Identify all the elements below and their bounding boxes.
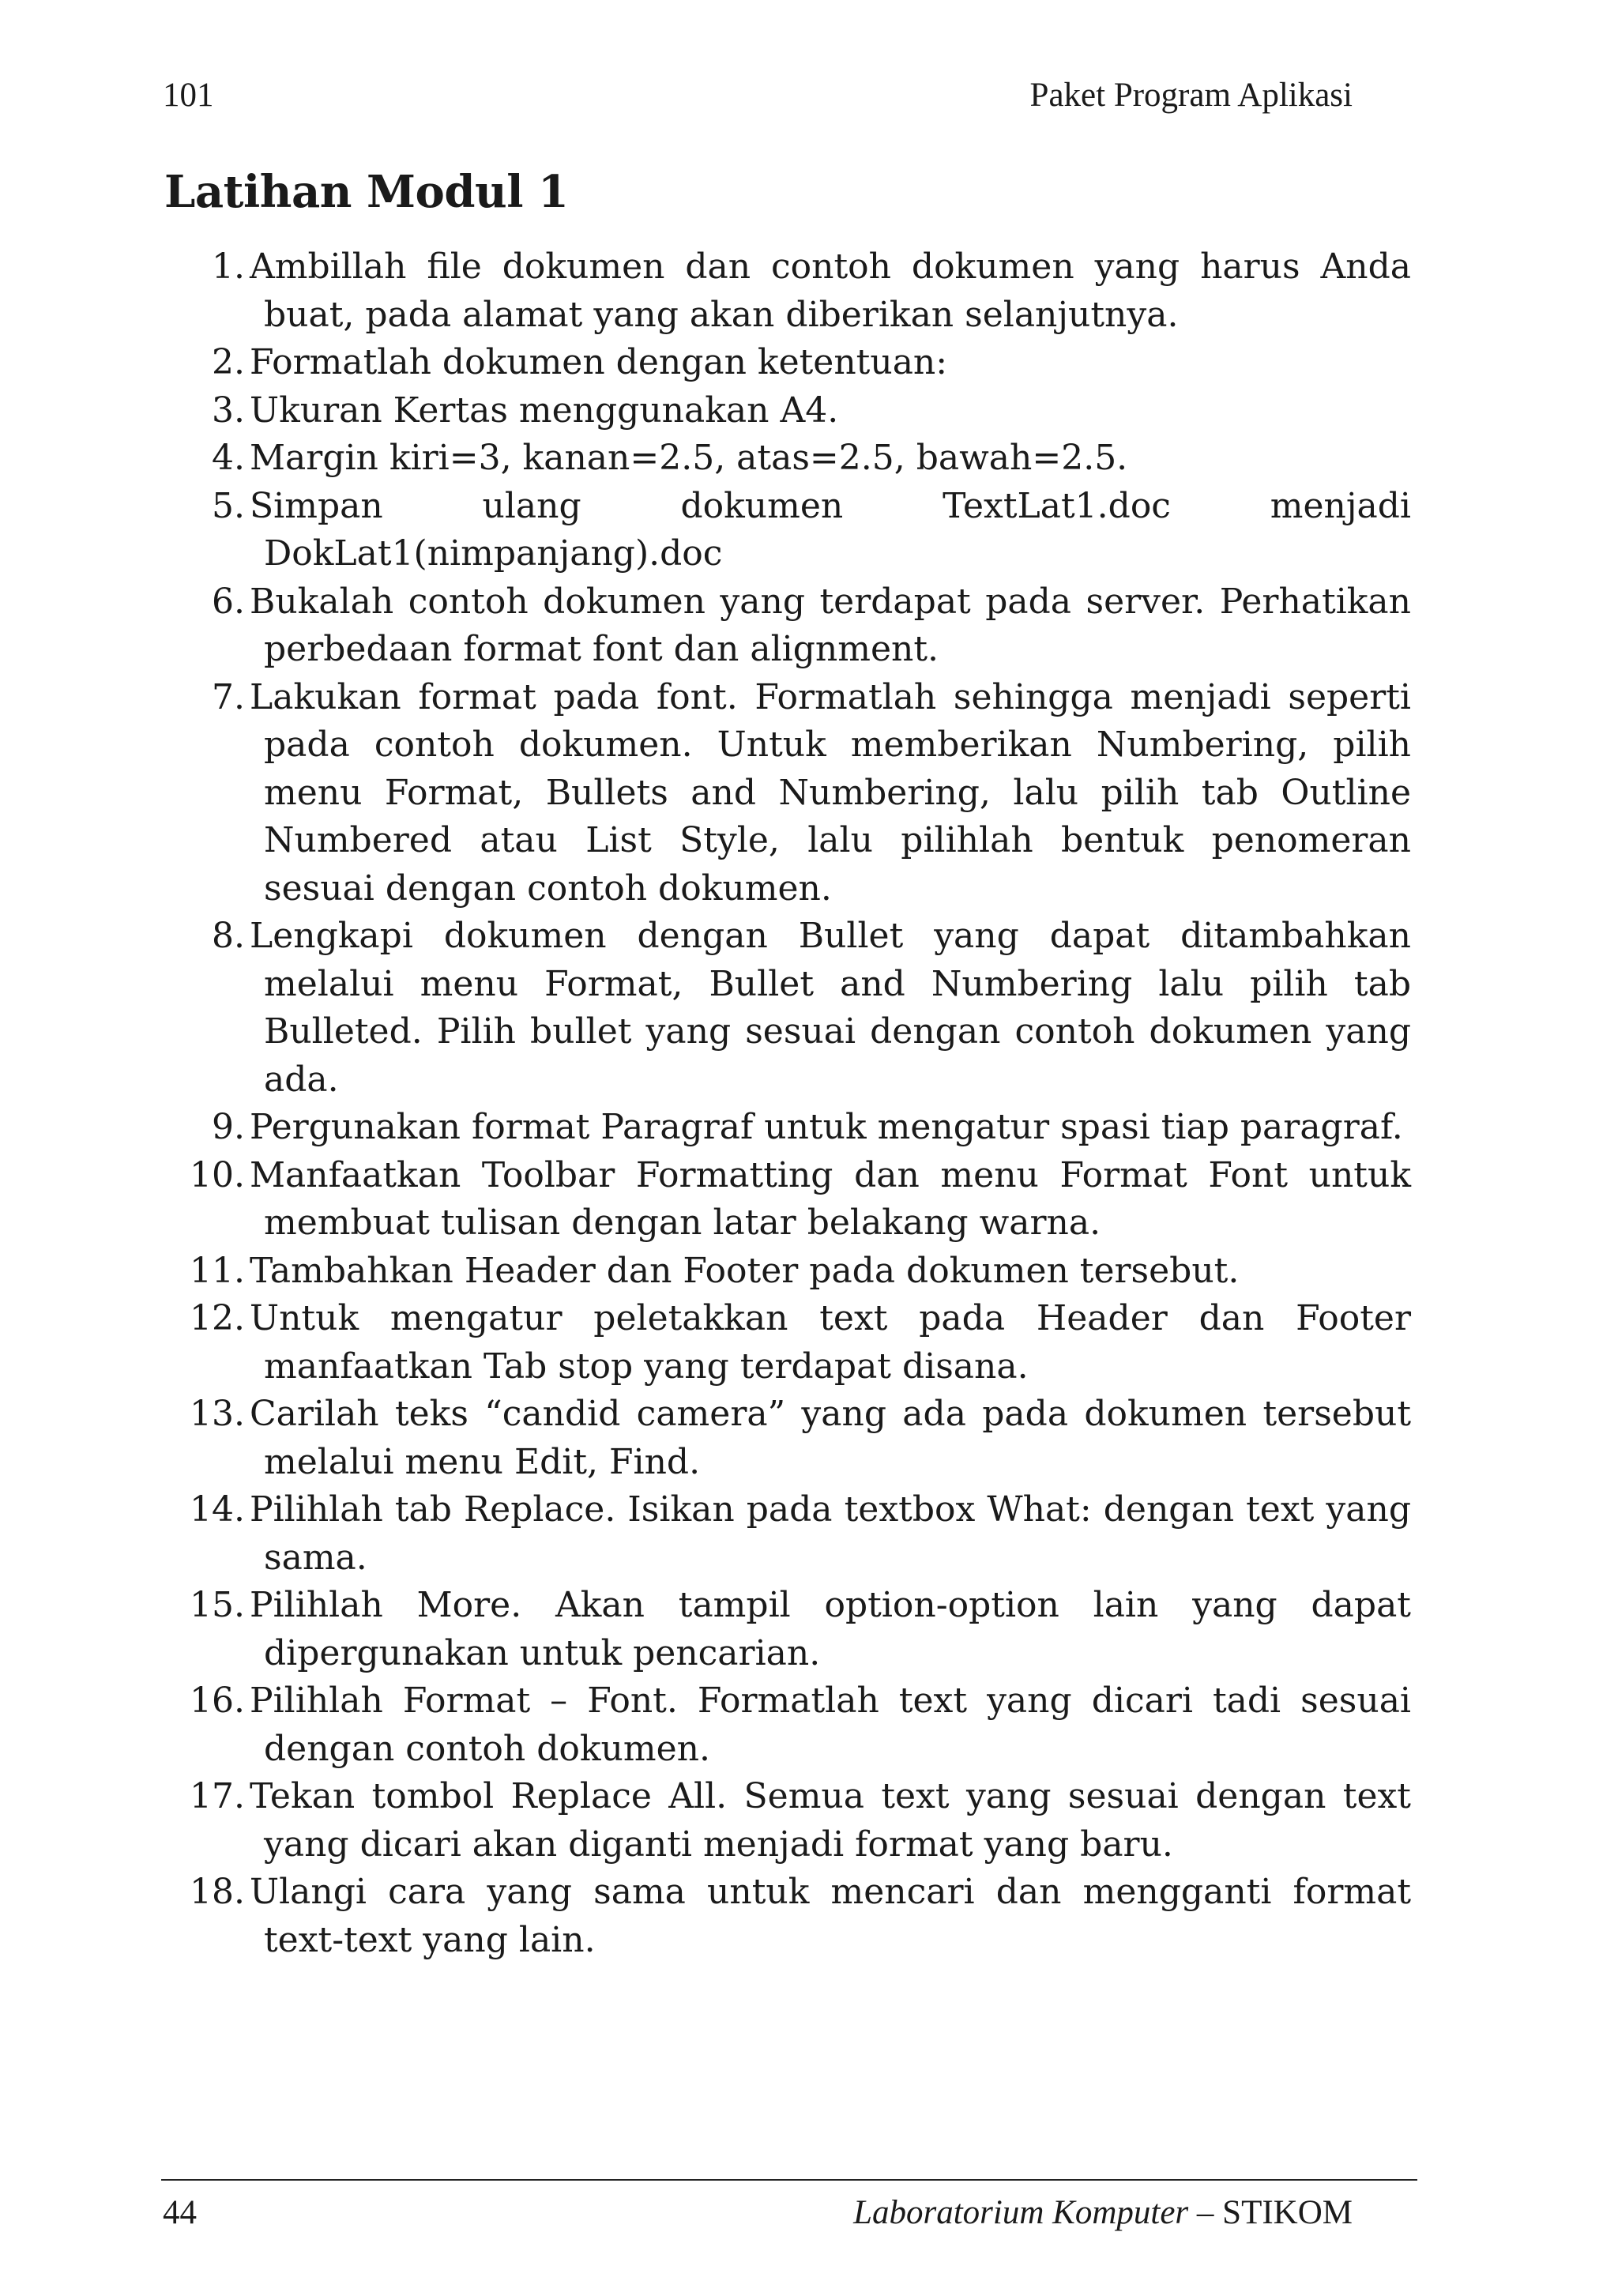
page-footer [163, 2193, 1353, 2241]
list-item [212, 483, 1411, 578]
list-item-text: Simpan ulang dokumen TextLat1.doc menjadi DokLat1(nimpanjang).doc [250, 485, 1411, 574]
list-item-text: Pilihlah tab Replace. Isikan pada textbox What: dengan text yang sama. [250, 1489, 1411, 1578]
list-item [190, 1295, 1411, 1391]
list-item-text: Ukuran Kertas menggunakan A4. [250, 390, 839, 431]
footer-lab-name: Laboratorium Komputer [853, 2194, 1189, 2231]
list-item-number: 11. [190, 1250, 245, 1291]
list-item-text: Tekan tombol Replace All. Semua text yang sesuai dengan text yang dicari akan diganti menjadi format yang baru. [250, 1776, 1411, 1865]
footer-institution: STIKOM [1222, 2194, 1353, 2231]
list-item [212, 435, 1411, 483]
list-item-number: 13. [190, 1394, 245, 1434]
list-item-text: Pergunakan format Paragraf untuk mengatur spasi tiap paragraf. [250, 1107, 1403, 1147]
list-item [190, 1152, 1411, 1248]
list-item-text: Pilihlah Format – Font. Formatlah text yang dicari tadi sesuai dengan contoh dokumen. [250, 1681, 1411, 1769]
footer-page-number: 44 [163, 2194, 197, 2231]
list-item [190, 1869, 1411, 1964]
list-item-number: 16. [190, 1681, 245, 1721]
list-item-text: Ambillah file dokumen dan contoh dokumen yang harus Anda buat, pada alamat yang akan diberikan selanjutnya. [250, 247, 1411, 335]
list-item-text: Lengkapi dokumen dengan Bullet yang dapat ditambahkan melalui menu Format, Bullet and Numbering lalu pilih tab Bulleted. Pilih bullet yang sesuai dengan contoh dokumen yang ada. [250, 916, 1411, 1100]
list-item [190, 1391, 1411, 1486]
list-item-number: 1. [212, 247, 245, 287]
list-item [190, 1773, 1411, 1869]
list-item-number: 7. [212, 676, 245, 717]
list-item-number: 5. [212, 485, 245, 526]
list-item-number: 4. [212, 438, 245, 478]
list-item-text: Untuk mengatur peletakkan text pada Header dan Footer manfaatkan Tab stop yang terdapat disana. [250, 1298, 1411, 1387]
list-item [190, 1248, 1411, 1296]
list-item-text: Carilah teks “candid camera” yang ada pada dokumen tersebut melalui menu Edit, Find. [250, 1394, 1411, 1482]
footer-divider [161, 2179, 1417, 2181]
list-item-number: 10. [190, 1154, 245, 1195]
list-item [212, 387, 1411, 435]
list-item [190, 1486, 1411, 1582]
list-item-number: 2. [212, 342, 245, 382]
list-item [212, 339, 1411, 387]
list-item [212, 1104, 1411, 1152]
list-item-number: 14. [190, 1489, 245, 1530]
list-item-number: 3. [212, 390, 245, 431]
list-item-number: 15. [190, 1585, 245, 1625]
list-item-number: 8. [212, 916, 245, 956]
list-item-number: 17. [190, 1776, 245, 1816]
footer-credit [853, 2193, 1353, 2232]
list-item [190, 1582, 1411, 1677]
exercise-list [190, 243, 1411, 1964]
list-item-text: Tambahkan Header dan Footer pada dokumen tersebut. [250, 1250, 1240, 1291]
list-item-text: Formatlah dokumen dengan ketentuan: [250, 342, 948, 382]
list-item-text: Manfaatkan Toolbar Formatting dan menu Format Font untuk membuat tulisan dengan latar belakang warna. [250, 1154, 1411, 1243]
list-item-number: 6. [212, 581, 245, 622]
list-item [190, 1677, 1411, 1773]
list-item [212, 578, 1411, 674]
page-header [163, 76, 1353, 123]
header-running-title: Paket Program Aplikasi [1029, 77, 1353, 114]
list-item-number: 18. [190, 1872, 245, 1912]
list-item [212, 243, 1411, 339]
list-item-text: Lakukan format pada font. Formatlah sehingga menjadi seperti pada contoh dokumen. Untuk memberikan Numbering, pilih menu Format, Bullets and Numbering, lalu pilih tab Outline Numbered atau List Style, lalu pilihlah bentuk penomeran sesuai dengan contoh dokumen. [250, 676, 1411, 909]
list-item [212, 674, 1411, 913]
list-item-text: Pilihlah More. Akan tampil option-option lain yang dapat dipergunakan untuk pencarian. [250, 1585, 1411, 1673]
list-item [212, 913, 1411, 1104]
list-item-number: 9. [212, 1107, 245, 1147]
list-item-text: Margin kiri=3, kanan=2.5, atas=2.5, bawah=2.5. [250, 438, 1128, 478]
section-title: Latihan Modul 1 [164, 166, 569, 218]
header-page-number: 101 [163, 77, 214, 114]
list-item-text: Ulangi cara yang sama untuk mencari dan mengganti format text-text yang lain. [250, 1872, 1411, 1960]
list-item-text: Bukalah contoh dokumen yang terdapat pada server. Perhatikan perbedaan format font dan alignment. [250, 581, 1411, 669]
list-item-number: 12. [190, 1298, 245, 1338]
footer-separator: – [1188, 2194, 1223, 2231]
